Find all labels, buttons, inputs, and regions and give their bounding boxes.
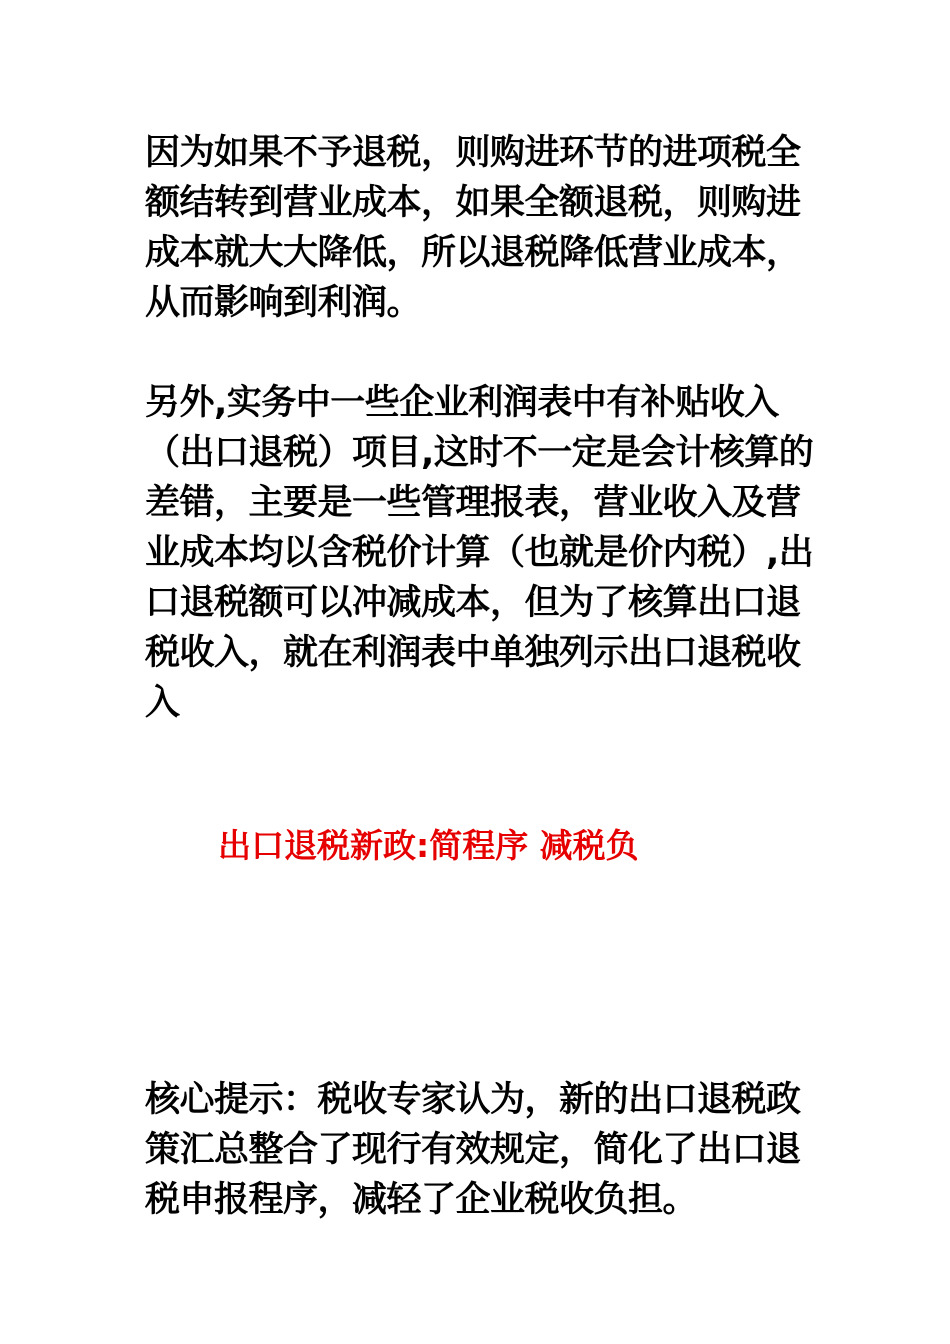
text-line: 业成本均以含税价计算（也就是价内税）,出 — [145, 533, 814, 573]
text-line: 口退税额可以冲减成本，但为了核算出口退 — [145, 583, 801, 623]
text-line: （出口退税）项目,这时不一定是会计核算的 — [145, 433, 814, 473]
paragraph-key-summary — [145, 1075, 810, 1225]
text-line: 成本就大大降低，所以退税降低营业成本， — [145, 233, 801, 273]
text-line: 另外,实务中一些企业利润表中有补贴收入 — [145, 383, 779, 423]
text-line: 差错，主要是一些管理报表，营业收入及营 — [145, 483, 801, 523]
section-heading: 出口退税新政:简程序 减税负 — [218, 826, 639, 865]
text-line: 从而影响到利润。 — [145, 283, 422, 323]
paragraph-subsidy-income — [145, 378, 814, 728]
text-line: 核心提示：税收专家认为，新的出口退税政 — [145, 1080, 801, 1120]
text-line: 税收入，就在利润表中单独列示出口退税收 — [145, 633, 801, 673]
text-line: 策汇总整合了现行有效规定，简化了出口退 — [145, 1130, 801, 1170]
text-line: 额结转到营业成本，如果全额退税，则购进 — [145, 183, 801, 223]
text-line: 入 — [145, 683, 180, 723]
paragraph-tax-refund-cost — [145, 128, 810, 328]
text-line: 税申报程序，减轻了企业税收负担。 — [145, 1180, 698, 1220]
text-line: 因为如果不予退税，则购进环节的进项税全 — [145, 133, 801, 173]
